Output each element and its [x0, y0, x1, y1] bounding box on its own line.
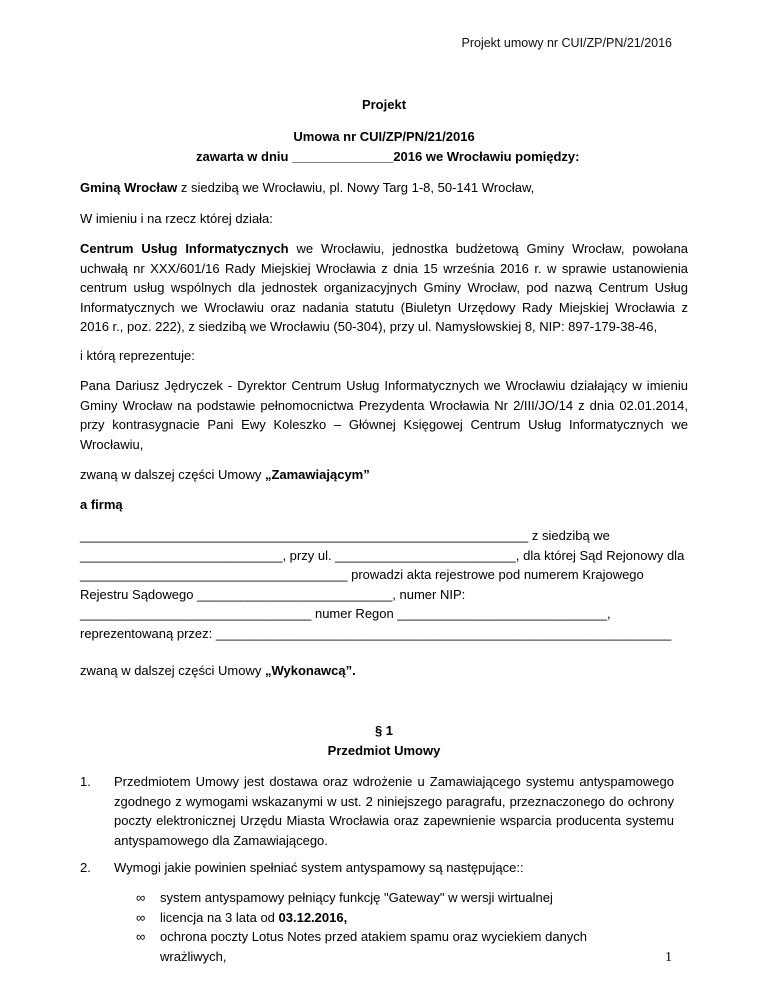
- party2-called: [80, 661, 688, 681]
- party2-line-1: ______________________________________________________________ z siedzibą we: [80, 528, 610, 543]
- represented-text: i którą reprezentuje:: [80, 348, 195, 363]
- item-text: Przedmiotem Umowy jest dostawa oraz wdrożenie u Zamawiającego systemu antyspamowego zgodnego z wymogami wskazanymi w ust. 2 niniejszego paragrafu, przeznaczonego do ochrony poczty elektronicznej Urzędu Miasta Wrocławia oraz zapewnienie wsparcia producenta systemu antyspamowego dla Zamawiającego.: [114, 774, 674, 848]
- party1-called-prefix: zwaną w dalszej części Umowy: [80, 467, 265, 482]
- item-text: Wymogi jakie powinien spełniać system antyspamowy są następujące::: [114, 860, 524, 875]
- section-item-2: [80, 858, 674, 878]
- item-number: 1.: [80, 774, 91, 789]
- running-header: Projekt umowy nr CUI/ZP/PN/21/2016: [461, 36, 672, 50]
- party2-line-3: _____________________________________ prowadzi akta rejestrowe pod numerem Krajowego: [80, 567, 644, 582]
- requirement-text: system antyspamowy pełniący funkcję "Gateway" w wersji wirtualnej: [160, 890, 553, 905]
- requirement-item: [136, 908, 656, 928]
- requirement-text: ochrona poczty Lotus Notes przed atakiem spamu oraz wyciekiem danych wrażliwych,: [160, 929, 588, 964]
- requirement-item: [136, 888, 656, 908]
- page-number: 1: [665, 950, 672, 965]
- party2-called-name: „Wykonawcą”.: [264, 663, 356, 678]
- requirement-item: [136, 927, 656, 966]
- contract-date-line: [196, 147, 579, 167]
- item-number: 2.: [80, 860, 91, 875]
- party2-line-4: Rejestru Sądowego ___________________________, numer NIP:: [80, 586, 466, 602]
- party1-called: [80, 465, 688, 485]
- party1-name: Gminą Wrocław: [80, 180, 178, 195]
- party2-called-prefix: zwaną w dalszej części Umowy: [80, 663, 265, 678]
- section-item-1: [80, 772, 674, 850]
- party1-line: [80, 178, 688, 198]
- bullet-symbol: ∞: [136, 929, 146, 944]
- party2-line-6: reprezentowaną przez: _______________________________________________________________: [80, 625, 672, 641]
- bullet-symbol: ∞: [136, 909, 146, 925]
- section-number: § 1: [374, 723, 394, 738]
- requirement-date: 03.12.2016,: [278, 909, 348, 925]
- bullet-symbol: ∞: [136, 890, 146, 905]
- date-blank: ______________: [292, 149, 394, 164]
- requirements-list: [136, 888, 656, 966]
- party2-line-2: ____________________________, przy ul. _________________________, dla której Sąd Rejonowy dla: [80, 547, 685, 563]
- party2-fill-block: [80, 526, 688, 643]
- section-title: Przedmiot Umowy: [327, 743, 441, 758]
- on-behalf-text: W imieniu i na rzecz której działa:: [80, 211, 273, 226]
- doc-label: Projekt: [361, 97, 407, 112]
- party1-called-name: „Zamawiającym”: [264, 467, 370, 482]
- contract-title: Umowa nr CUI/ZP/PN/21/2016: [293, 129, 475, 144]
- representative-paragraph: Pana Dariusz Jędryczek - Dyrektor Centrum Usług Informatycznych we Wrocławiu działający w imieniu Gminy Wrocław na podstawie pełnomocnictwa Prezydenta Wrocławia Nr 2/III/JO/14 z dnia 02.01.2014, przy kontrasygnacie Pani Ewy Koleszko – Głównej Księgowej Centrum Usług Informatycznych we Wrocławiu,: [80, 378, 688, 452]
- date-prefix: zawarta w dniu: [196, 149, 293, 164]
- unit-name: Centrum Usług Informatycznych: [80, 241, 289, 256]
- party1-address: z siedzibą we Wrocławiu, pl. Nowy Targ 1-8, 50-141 Wrocław,: [177, 180, 535, 195]
- unit-description: [80, 239, 688, 337]
- party2-intro: a firmą: [80, 497, 123, 512]
- party2-line-5: ________________________________ numer Regon _____________________________,: [80, 606, 611, 621]
- unit-details: we Wrocławiu, jednostka budżetową Gminy Wrocław, powołana uchwałą nr XXX/601/16 Rady Miejskiej Wrocławia z dnia 15 września 2016 r. w sprawie ustanowienia centrum usług wspólnych dla jednostek organizacyjnych Gminy Wrocław, pod nazwą Centrum Usług Informatycznych we Wrocławiu oraz nadania statutu (Biuletyn Urzędowy Rady Miejskiej Wrocławia z 2016 r., poz. 222), z siedzibą we Wrocławiu (50-304), przy ul. Namysłowskiej 8, NIP: 897-179-38-46,: [80, 241, 688, 334]
- date-suffix: 2016 we Wrocławiu pomiędzy:: [393, 149, 580, 164]
- requirement-text: licencja na 3 lata od: [160, 909, 279, 925]
